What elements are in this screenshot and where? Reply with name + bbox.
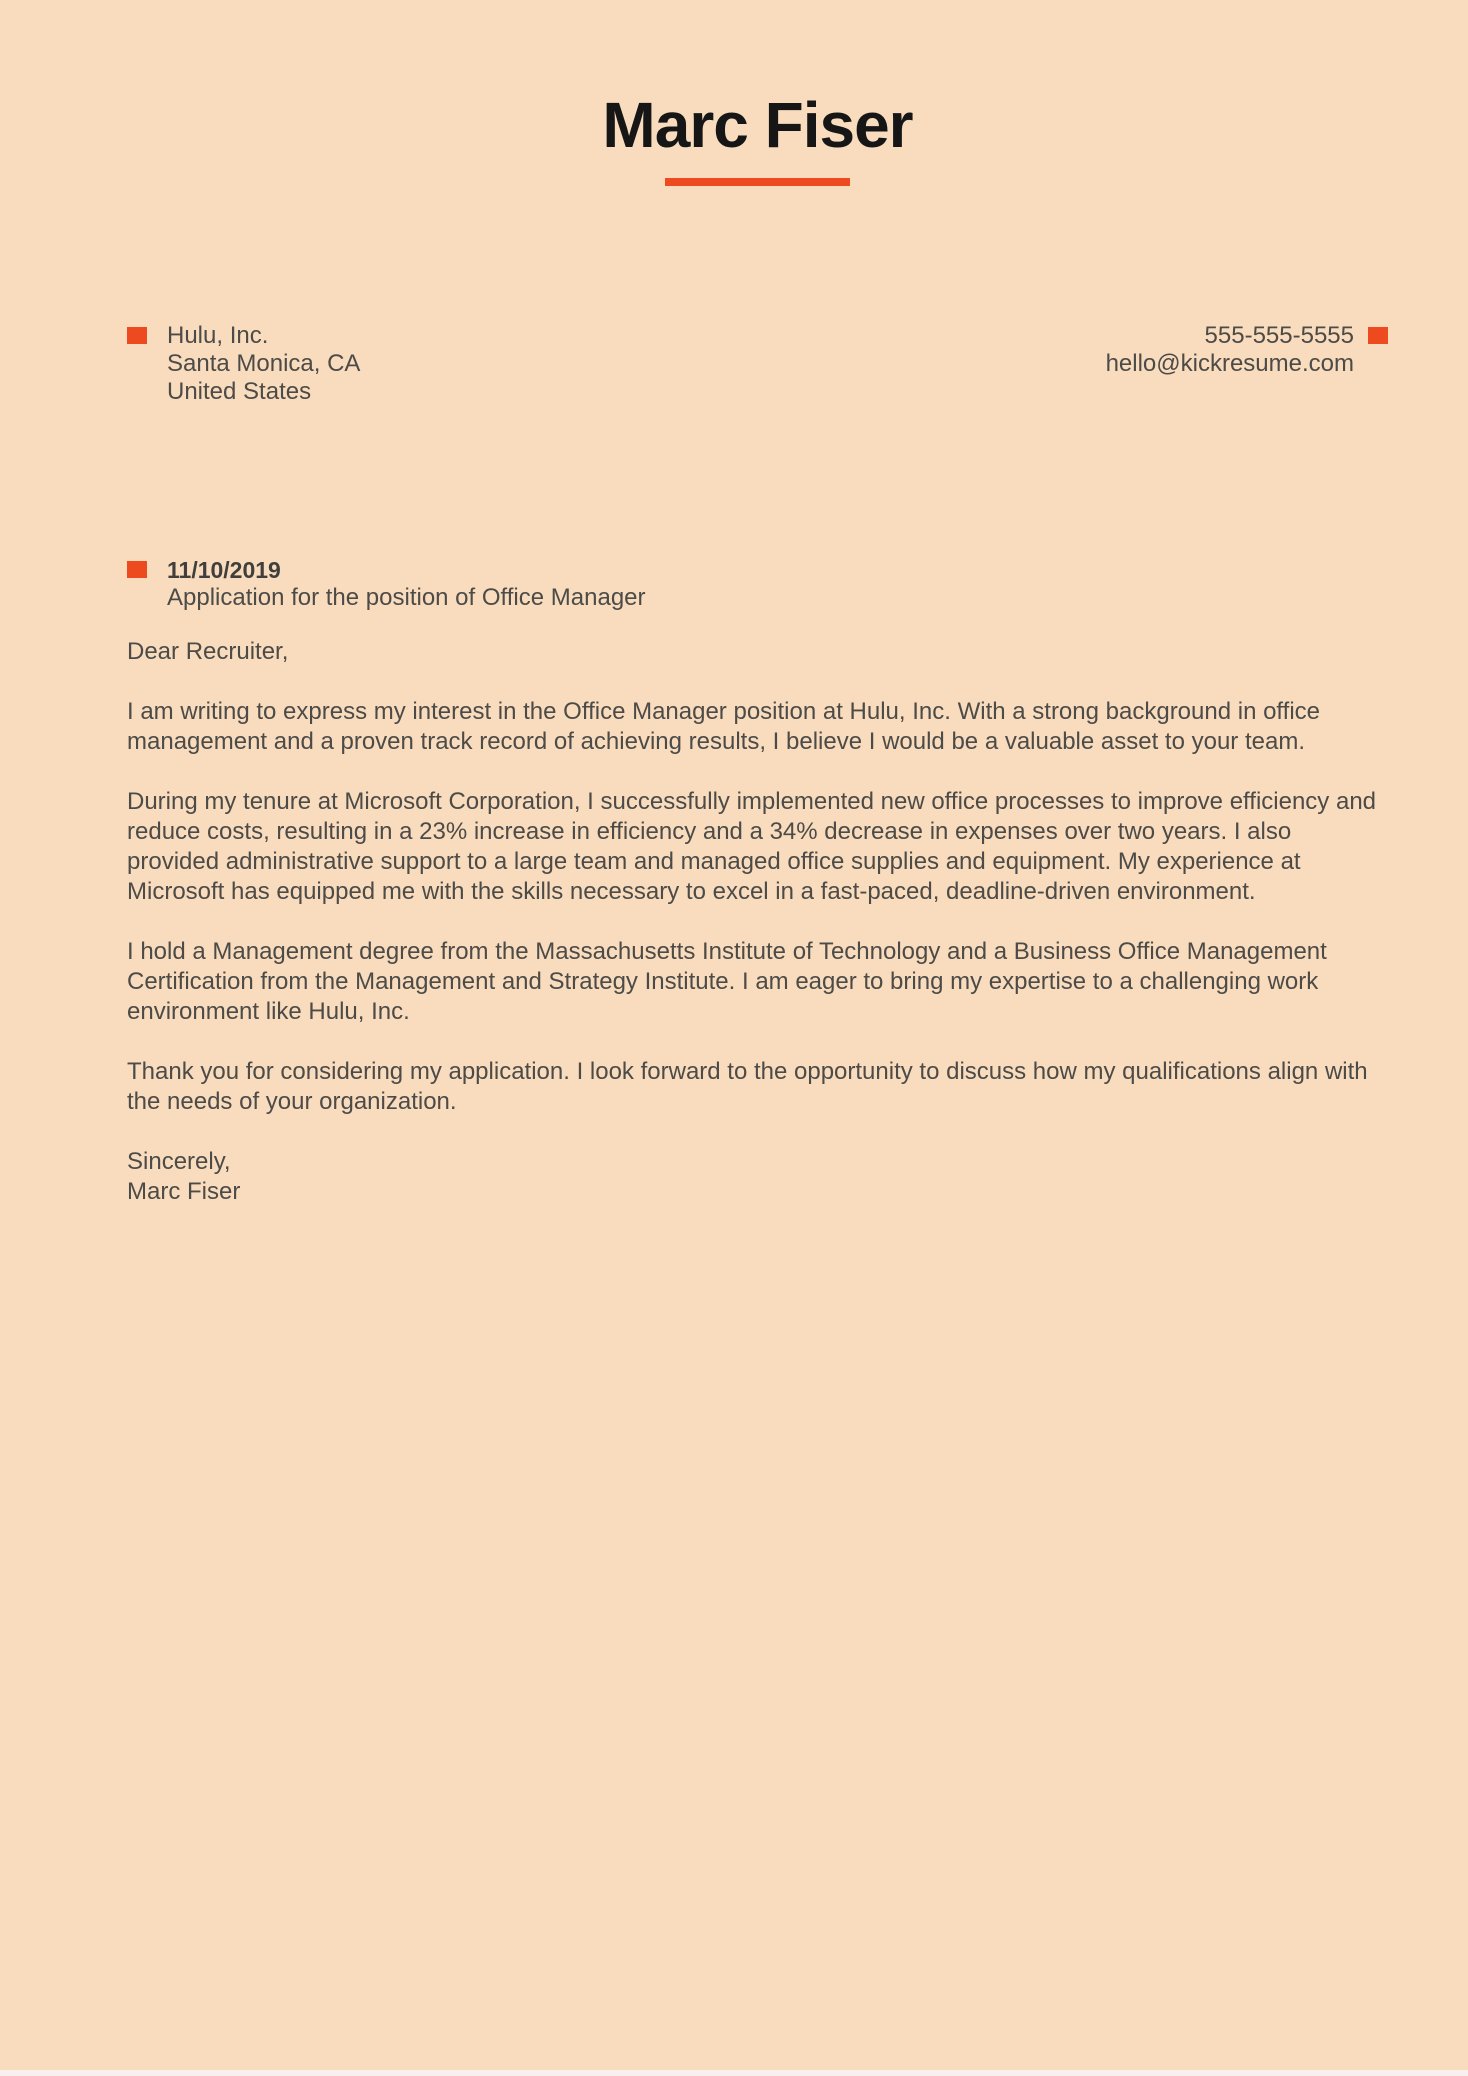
- info-row: [127, 322, 1388, 406]
- contact-phone: 555-555-5555: [1204, 322, 1354, 349]
- body-paragraph: Thank you for considering my application. I look forward to the opportunity to discuss how my qualifications align with the needs of your organization.: [127, 1058, 1368, 1115]
- contact-block: [1106, 322, 1388, 378]
- body-paragraph: During my tenure at Microsoft Corporation, I successfully implemented new office processes to improve efficiency and reduce costs, resulting in a 23% increase in efficiency and a 34% decrease in expenses over two years. I also provided administrative support to a large team and managed office supplies and equipment. My experience at Microsoft has equipped me with the skills necessary to excel in a fast-paced, deadline-driven environment.: [127, 788, 1377, 905]
- accent-square-icon: [127, 327, 147, 344]
- closing: Sincerely,: [127, 1148, 231, 1175]
- page-bottom-edge: [0, 2070, 1468, 2076]
- recipient-country: United States: [167, 378, 312, 405]
- letter-date: 11/10/2019: [167, 557, 281, 583]
- page-title: Marc Fiser: [602, 89, 913, 161]
- recipient-address: [167, 322, 360, 406]
- signature: Marc Fiser: [127, 1178, 241, 1205]
- accent-square-icon: [127, 561, 147, 578]
- recipient-city: Santa Monica, CA: [167, 350, 361, 377]
- contact-details: [1106, 322, 1354, 378]
- letter-header: [127, 89, 1388, 186]
- recipient-block: [127, 322, 360, 406]
- body-paragraph: I hold a Management degree from the Massachusetts Institute of Technology and a Business Office Management Certification from the Management and Strategy Institute. I am eager to bring my expertise to a challenging work environment like Hulu, Inc.: [127, 938, 1327, 1025]
- letter-subject: Application for the position of Office Manager: [167, 584, 646, 611]
- letter-body: [127, 637, 1382, 1207]
- title-underline: [665, 178, 850, 186]
- date-subject-block: [127, 556, 646, 612]
- body-paragraph: I am writing to express my interest in the Office Manager position at Hulu, Inc. With a strong background in office management and a proven track record of achieving results, I believe I would be a valuable asset to your team.: [127, 698, 1321, 755]
- contact-email: hello@kickresume.com: [1105, 350, 1354, 377]
- date-subject-lines: [167, 556, 646, 612]
- salutation: Dear Recruiter,: [127, 638, 289, 665]
- accent-square-icon: [1368, 327, 1388, 344]
- recipient-company: Hulu, Inc.: [167, 322, 269, 349]
